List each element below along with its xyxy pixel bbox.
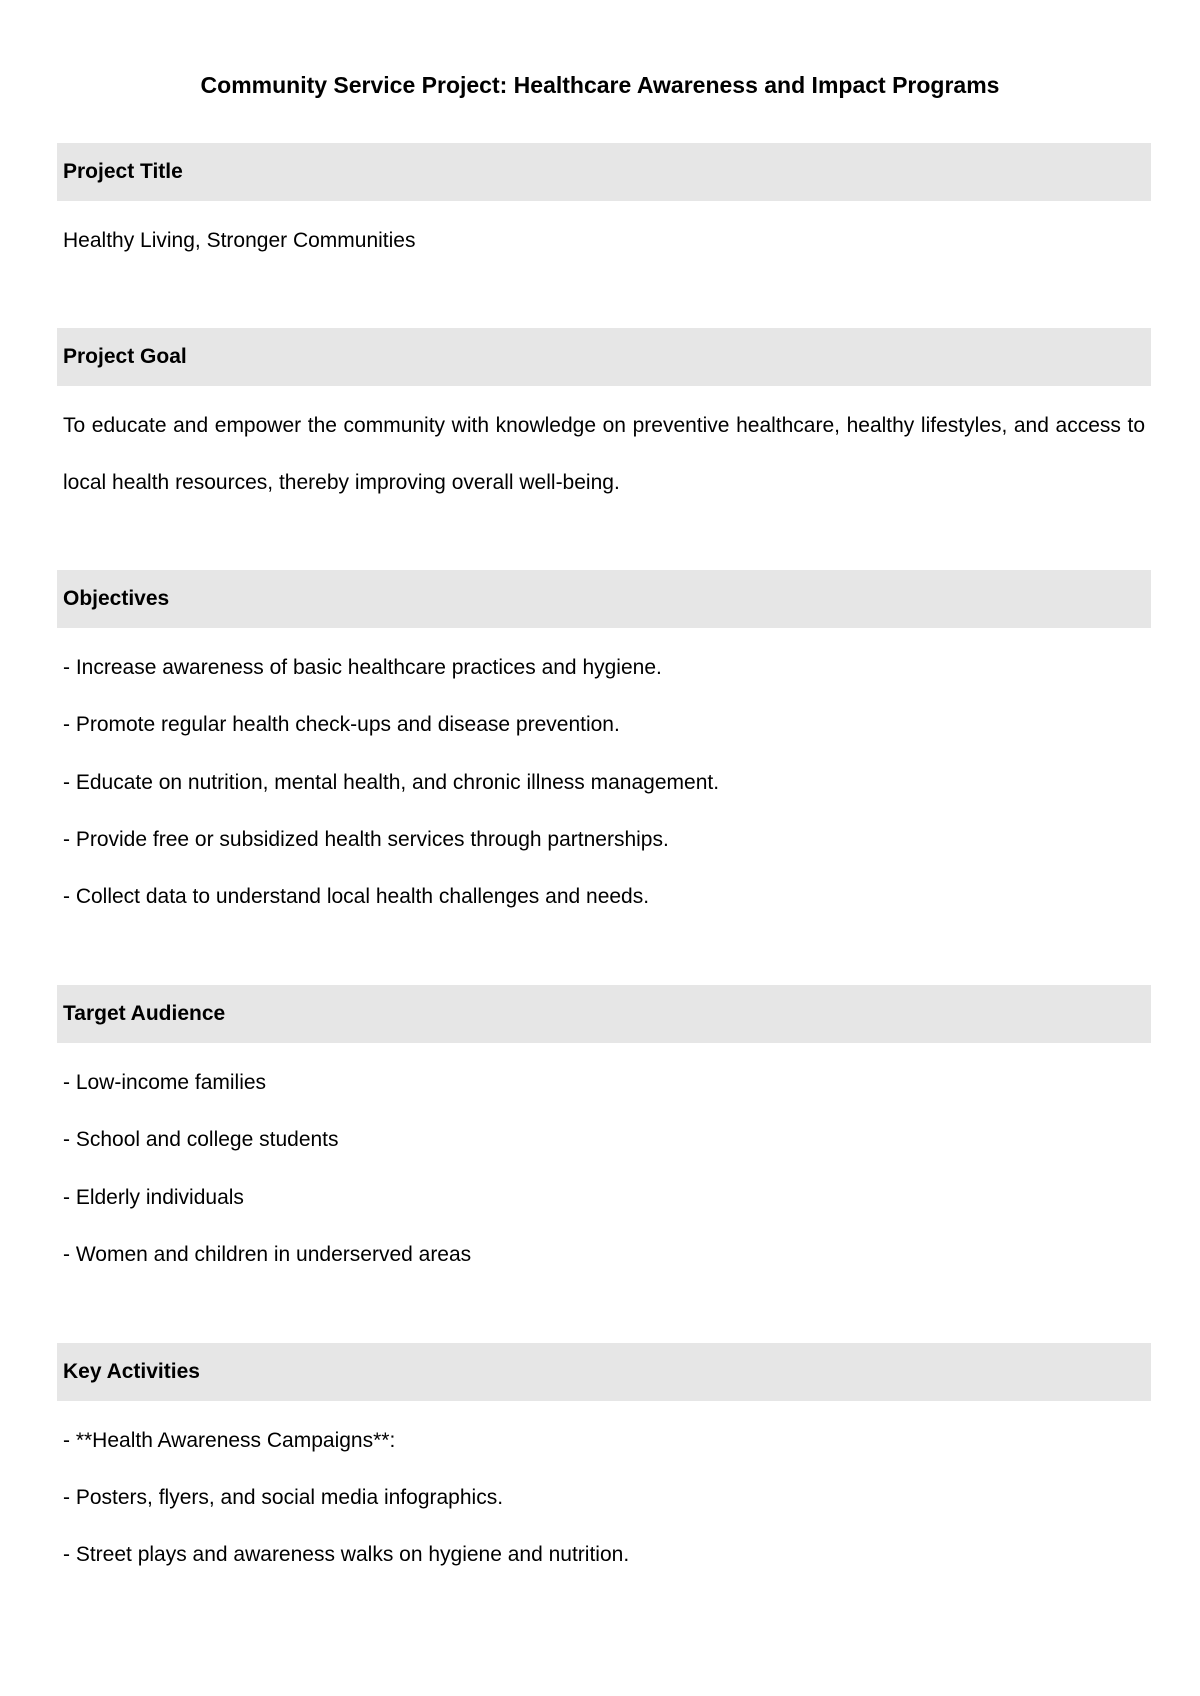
list-item: - Posters, flyers, and social media infographics. (63, 1486, 504, 1509)
project-title-text: Healthy Living, Stronger Communities (63, 229, 416, 252)
list-item: - **Health Awareness Campaigns**: (63, 1429, 396, 1452)
list-item: - Street plays and awareness walks on hygiene and nutrition. (63, 1543, 630, 1566)
section-header-project-goal: Project Goal (57, 328, 1151, 386)
document-title: Community Service Project: Healthcare Awareness and Impact Programs (200, 72, 1000, 98)
section-header-key-activities: Key Activities (57, 1343, 1151, 1401)
list-item: - Increase awareness of basic healthcare practices and hygiene. (63, 656, 662, 679)
section-header-project-title: Project Title (57, 143, 1151, 201)
section-header-target-audience: Target Audience (57, 985, 1151, 1043)
list-item: - Provide free or subsidized health services through partnerships. (63, 828, 669, 851)
project-goal-text: To educate and empower the community with knowledge on preventive healthcare, healthy lifestyles, and access to local health resources, thereby improving overall well-being. (63, 414, 1145, 494)
list-item: - Elderly individuals (63, 1186, 244, 1209)
list-item: - Educate on nutrition, mental health, and chronic illness management. (63, 771, 720, 794)
list-item: - Low-income families (63, 1071, 267, 1094)
section-header-objectives: Objectives (57, 570, 1151, 628)
list-item: - Collect data to understand local health challenges and needs. (63, 885, 650, 908)
list-item: - Women and children in underserved areas (63, 1243, 472, 1266)
list-item: - School and college students (63, 1128, 339, 1151)
list-item: - Promote regular health check-ups and disease prevention. (63, 713, 620, 736)
